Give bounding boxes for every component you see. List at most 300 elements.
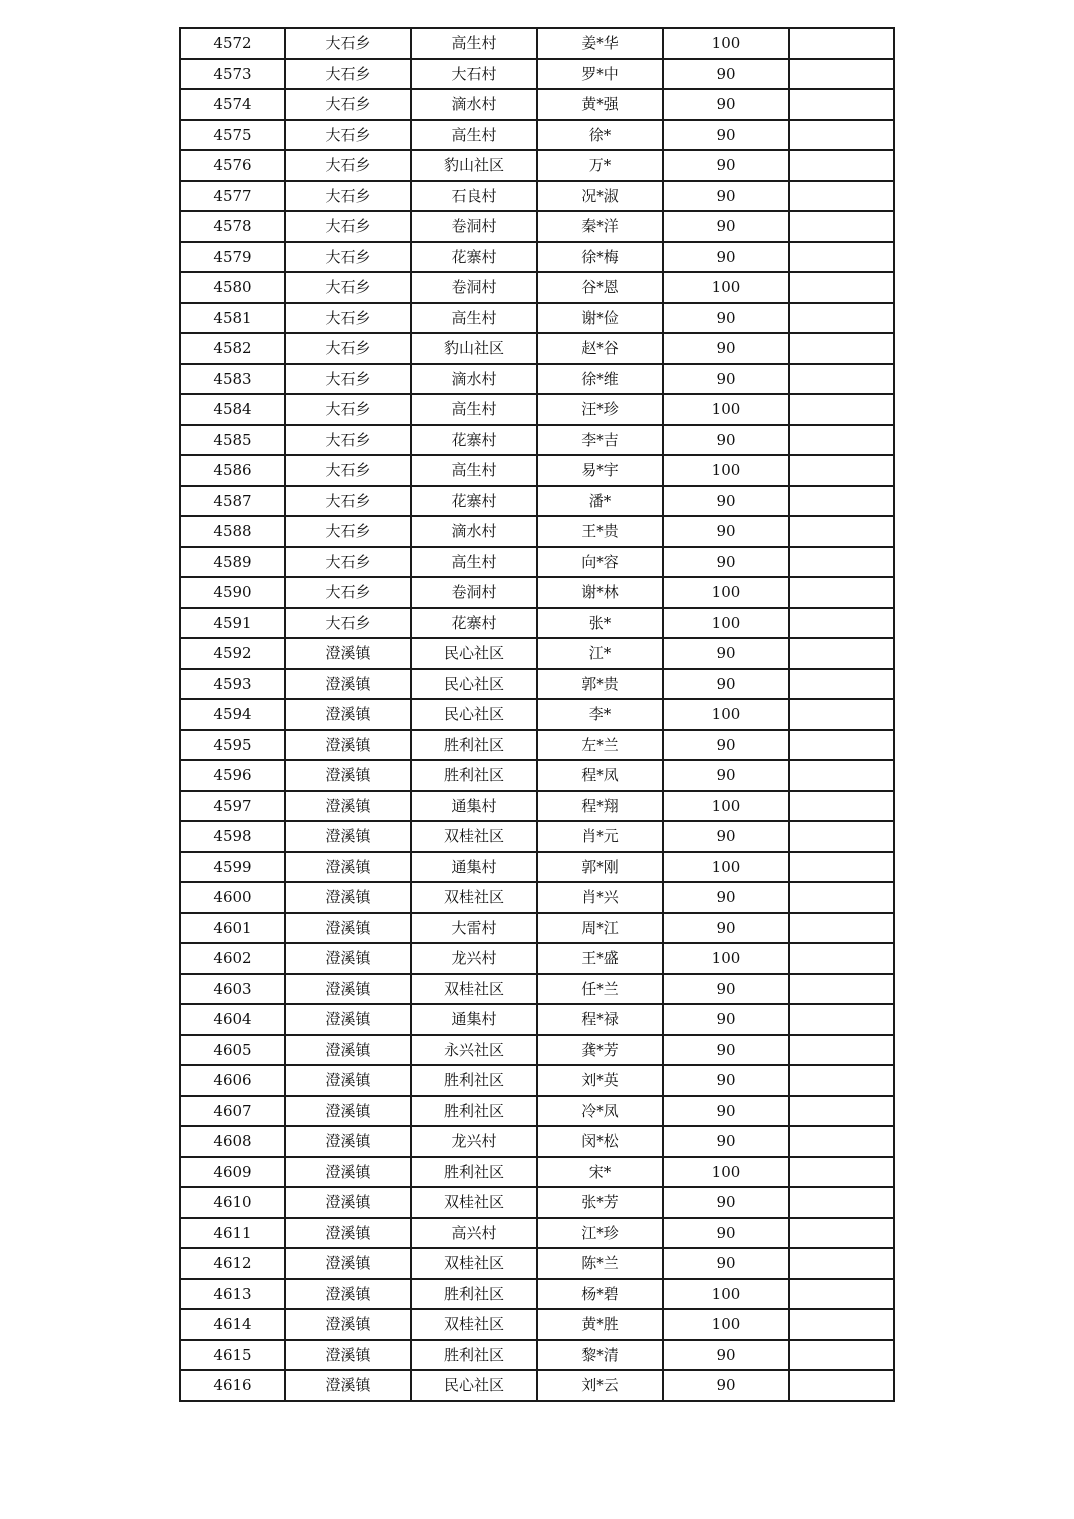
remark-cell bbox=[789, 1309, 894, 1340]
serial-number-cell: 4579 bbox=[180, 242, 285, 273]
township-cell: 大石乡 bbox=[285, 303, 411, 334]
serial-number-cell: 4596 bbox=[180, 760, 285, 791]
remark-cell bbox=[789, 211, 894, 242]
village-cell: 大石村 bbox=[411, 59, 537, 90]
name-cell: 左*兰 bbox=[537, 730, 663, 761]
amount-cell: 90 bbox=[663, 1065, 789, 1096]
village-cell: 高生村 bbox=[411, 547, 537, 578]
remark-cell bbox=[789, 242, 894, 273]
village-cell: 通集村 bbox=[411, 1004, 537, 1035]
name-cell: 郭*贵 bbox=[537, 669, 663, 700]
amount-cell: 90 bbox=[663, 120, 789, 151]
serial-number-cell: 4592 bbox=[180, 638, 285, 669]
township-cell: 澄溪镇 bbox=[285, 1065, 411, 1096]
township-cell: 澄溪镇 bbox=[285, 1035, 411, 1066]
table-row bbox=[180, 455, 894, 486]
table-row bbox=[180, 577, 894, 608]
table-row bbox=[180, 913, 894, 944]
amount-cell: 90 bbox=[663, 1370, 789, 1401]
township-cell: 澄溪镇 bbox=[285, 882, 411, 913]
serial-number-cell: 4581 bbox=[180, 303, 285, 334]
amount-cell: 90 bbox=[663, 882, 789, 913]
table-row bbox=[180, 1035, 894, 1066]
table-row bbox=[180, 1004, 894, 1035]
table-row bbox=[180, 486, 894, 517]
remark-cell bbox=[789, 699, 894, 730]
name-cell: 潘* bbox=[537, 486, 663, 517]
serial-number-cell: 4577 bbox=[180, 181, 285, 212]
name-cell: 黄*胜 bbox=[537, 1309, 663, 1340]
township-cell: 大石乡 bbox=[285, 333, 411, 364]
township-cell: 澄溪镇 bbox=[285, 669, 411, 700]
township-cell: 大石乡 bbox=[285, 364, 411, 395]
name-cell: 谷*恩 bbox=[537, 272, 663, 303]
township-cell: 大石乡 bbox=[285, 181, 411, 212]
township-cell: 大石乡 bbox=[285, 59, 411, 90]
name-cell: 赵*谷 bbox=[537, 333, 663, 364]
name-cell: 宋* bbox=[537, 1157, 663, 1188]
serial-number-cell: 4597 bbox=[180, 791, 285, 822]
township-cell: 澄溪镇 bbox=[285, 974, 411, 1005]
remark-cell bbox=[789, 1218, 894, 1249]
table-row bbox=[180, 1126, 894, 1157]
village-cell: 卷洞村 bbox=[411, 211, 537, 242]
table-row bbox=[180, 1309, 894, 1340]
village-cell: 胜利社区 bbox=[411, 1279, 537, 1310]
amount-cell: 90 bbox=[663, 89, 789, 120]
village-cell: 民心社区 bbox=[411, 638, 537, 669]
serial-number-cell: 4607 bbox=[180, 1096, 285, 1127]
township-cell: 澄溪镇 bbox=[285, 1248, 411, 1279]
remark-cell bbox=[789, 394, 894, 425]
table-row bbox=[180, 699, 894, 730]
village-cell: 胜利社区 bbox=[411, 730, 537, 761]
serial-number-cell: 4613 bbox=[180, 1279, 285, 1310]
village-cell: 高兴村 bbox=[411, 1218, 537, 1249]
village-cell: 胜利社区 bbox=[411, 760, 537, 791]
name-cell: 程*禄 bbox=[537, 1004, 663, 1035]
amount-cell: 100 bbox=[663, 699, 789, 730]
village-cell: 龙兴村 bbox=[411, 1126, 537, 1157]
amount-cell: 90 bbox=[663, 242, 789, 273]
township-cell: 澄溪镇 bbox=[285, 791, 411, 822]
remark-cell bbox=[789, 272, 894, 303]
name-cell: 易*宇 bbox=[537, 455, 663, 486]
amount-cell: 100 bbox=[663, 1279, 789, 1310]
remark-cell bbox=[789, 852, 894, 883]
amount-cell: 90 bbox=[663, 1218, 789, 1249]
remark-cell bbox=[789, 1279, 894, 1310]
remark-cell bbox=[789, 89, 894, 120]
table-row bbox=[180, 821, 894, 852]
amount-cell: 90 bbox=[663, 974, 789, 1005]
village-cell: 胜利社区 bbox=[411, 1157, 537, 1188]
amount-cell: 90 bbox=[663, 760, 789, 791]
table-row bbox=[180, 303, 894, 334]
village-cell: 花寨村 bbox=[411, 608, 537, 639]
township-cell: 大石乡 bbox=[285, 150, 411, 181]
serial-number-cell: 4595 bbox=[180, 730, 285, 761]
serial-number-cell: 4584 bbox=[180, 394, 285, 425]
remark-cell bbox=[789, 150, 894, 181]
village-cell: 高生村 bbox=[411, 394, 537, 425]
township-cell: 澄溪镇 bbox=[285, 1218, 411, 1249]
serial-number-cell: 4594 bbox=[180, 699, 285, 730]
township-cell: 澄溪镇 bbox=[285, 821, 411, 852]
amount-cell: 90 bbox=[663, 364, 789, 395]
table-row bbox=[180, 547, 894, 578]
table-row bbox=[180, 242, 894, 273]
name-cell: 李* bbox=[537, 699, 663, 730]
township-cell: 大石乡 bbox=[285, 608, 411, 639]
township-cell: 大石乡 bbox=[285, 242, 411, 273]
name-cell: 姜*华 bbox=[537, 28, 663, 59]
amount-cell: 90 bbox=[663, 425, 789, 456]
village-cell: 豹山社区 bbox=[411, 333, 537, 364]
name-cell: 杨*碧 bbox=[537, 1279, 663, 1310]
amount-cell: 100 bbox=[663, 577, 789, 608]
village-cell: 卷洞村 bbox=[411, 272, 537, 303]
remark-cell bbox=[789, 1340, 894, 1371]
amount-cell: 90 bbox=[663, 211, 789, 242]
serial-number-cell: 4612 bbox=[180, 1248, 285, 1279]
roster-table bbox=[179, 27, 895, 1402]
name-cell: 黄*强 bbox=[537, 89, 663, 120]
table-row bbox=[180, 120, 894, 151]
serial-number-cell: 4586 bbox=[180, 455, 285, 486]
table-row bbox=[180, 669, 894, 700]
remark-cell bbox=[789, 1065, 894, 1096]
remark-cell bbox=[789, 974, 894, 1005]
remark-cell bbox=[789, 943, 894, 974]
name-cell: 冷*凤 bbox=[537, 1096, 663, 1127]
name-cell: 张*芳 bbox=[537, 1187, 663, 1218]
township-cell: 大石乡 bbox=[285, 425, 411, 456]
amount-cell: 100 bbox=[663, 394, 789, 425]
amount-cell: 100 bbox=[663, 1309, 789, 1340]
amount-cell: 90 bbox=[663, 333, 789, 364]
township-cell: 大石乡 bbox=[285, 486, 411, 517]
serial-number-cell: 4588 bbox=[180, 516, 285, 547]
remark-cell bbox=[789, 760, 894, 791]
name-cell: 肖*元 bbox=[537, 821, 663, 852]
name-cell: 肖*兴 bbox=[537, 882, 663, 913]
township-cell: 大石乡 bbox=[285, 272, 411, 303]
serial-number-cell: 4583 bbox=[180, 364, 285, 395]
name-cell: 李*吉 bbox=[537, 425, 663, 456]
township-cell: 大石乡 bbox=[285, 28, 411, 59]
township-cell: 澄溪镇 bbox=[285, 1004, 411, 1035]
village-cell: 卷洞村 bbox=[411, 577, 537, 608]
village-cell: 民心社区 bbox=[411, 669, 537, 700]
serial-number-cell: 4606 bbox=[180, 1065, 285, 1096]
name-cell: 汪*珍 bbox=[537, 394, 663, 425]
village-cell: 胜利社区 bbox=[411, 1065, 537, 1096]
table-row bbox=[180, 852, 894, 883]
serial-number-cell: 4585 bbox=[180, 425, 285, 456]
township-cell: 大石乡 bbox=[285, 394, 411, 425]
name-cell: 万* bbox=[537, 150, 663, 181]
amount-cell: 100 bbox=[663, 455, 789, 486]
township-cell: 澄溪镇 bbox=[285, 1096, 411, 1127]
village-cell: 双桂社区 bbox=[411, 1187, 537, 1218]
remark-cell bbox=[789, 1248, 894, 1279]
village-cell: 花寨村 bbox=[411, 425, 537, 456]
village-cell: 豹山社区 bbox=[411, 150, 537, 181]
table-row bbox=[180, 211, 894, 242]
table-row bbox=[180, 760, 894, 791]
name-cell: 江*珍 bbox=[537, 1218, 663, 1249]
name-cell: 向*容 bbox=[537, 547, 663, 578]
name-cell: 陈*兰 bbox=[537, 1248, 663, 1279]
village-cell: 胜利社区 bbox=[411, 1096, 537, 1127]
name-cell: 徐*维 bbox=[537, 364, 663, 395]
amount-cell: 90 bbox=[663, 181, 789, 212]
name-cell: 郭*刚 bbox=[537, 852, 663, 883]
township-cell: 澄溪镇 bbox=[285, 730, 411, 761]
township-cell: 澄溪镇 bbox=[285, 852, 411, 883]
remark-cell bbox=[789, 577, 894, 608]
table-row bbox=[180, 638, 894, 669]
village-cell: 滴水村 bbox=[411, 516, 537, 547]
table-row bbox=[180, 333, 894, 364]
remark-cell bbox=[789, 547, 894, 578]
village-cell: 滴水村 bbox=[411, 364, 537, 395]
serial-number-cell: 4576 bbox=[180, 150, 285, 181]
amount-cell: 100 bbox=[663, 28, 789, 59]
name-cell: 谢*俭 bbox=[537, 303, 663, 334]
village-cell: 胜利社区 bbox=[411, 1340, 537, 1371]
table-row bbox=[180, 425, 894, 456]
township-cell: 大石乡 bbox=[285, 89, 411, 120]
name-cell: 罗*中 bbox=[537, 59, 663, 90]
remark-cell bbox=[789, 669, 894, 700]
amount-cell: 90 bbox=[663, 1248, 789, 1279]
table-row bbox=[180, 1340, 894, 1371]
village-cell: 通集村 bbox=[411, 852, 537, 883]
village-cell: 双桂社区 bbox=[411, 1248, 537, 1279]
remark-cell bbox=[789, 1035, 894, 1066]
table-row bbox=[180, 730, 894, 761]
name-cell: 谢*林 bbox=[537, 577, 663, 608]
serial-number-cell: 4575 bbox=[180, 120, 285, 151]
table-row bbox=[180, 1218, 894, 1249]
serial-number-cell: 4614 bbox=[180, 1309, 285, 1340]
township-cell: 大石乡 bbox=[285, 516, 411, 547]
table-row bbox=[180, 943, 894, 974]
serial-number-cell: 4582 bbox=[180, 333, 285, 364]
remark-cell bbox=[789, 364, 894, 395]
village-cell: 高生村 bbox=[411, 303, 537, 334]
name-cell: 王*贵 bbox=[537, 516, 663, 547]
amount-cell: 100 bbox=[663, 1157, 789, 1188]
serial-number-cell: 4615 bbox=[180, 1340, 285, 1371]
amount-cell: 90 bbox=[663, 821, 789, 852]
table-row bbox=[180, 1187, 894, 1218]
serial-number-cell: 4604 bbox=[180, 1004, 285, 1035]
township-cell: 大石乡 bbox=[285, 577, 411, 608]
remark-cell bbox=[789, 1004, 894, 1035]
serial-number-cell: 4589 bbox=[180, 547, 285, 578]
amount-cell: 90 bbox=[663, 1126, 789, 1157]
village-cell: 高生村 bbox=[411, 120, 537, 151]
serial-number-cell: 4593 bbox=[180, 669, 285, 700]
serial-number-cell: 4603 bbox=[180, 974, 285, 1005]
village-cell: 石良村 bbox=[411, 181, 537, 212]
amount-cell: 100 bbox=[663, 852, 789, 883]
name-cell: 徐* bbox=[537, 120, 663, 151]
amount-cell: 90 bbox=[663, 913, 789, 944]
township-cell: 澄溪镇 bbox=[285, 1279, 411, 1310]
table-row bbox=[180, 364, 894, 395]
remark-cell bbox=[789, 181, 894, 212]
remark-cell bbox=[789, 882, 894, 913]
township-cell: 澄溪镇 bbox=[285, 1126, 411, 1157]
table-row bbox=[180, 181, 894, 212]
village-cell: 花寨村 bbox=[411, 486, 537, 517]
remark-cell bbox=[789, 120, 894, 151]
table-row bbox=[180, 882, 894, 913]
amount-cell: 90 bbox=[663, 516, 789, 547]
name-cell: 张* bbox=[537, 608, 663, 639]
serial-number-cell: 4587 bbox=[180, 486, 285, 517]
table-row bbox=[180, 1248, 894, 1279]
serial-number-cell: 4608 bbox=[180, 1126, 285, 1157]
village-cell: 民心社区 bbox=[411, 699, 537, 730]
amount-cell: 90 bbox=[663, 1340, 789, 1371]
township-cell: 澄溪镇 bbox=[285, 943, 411, 974]
roster-body bbox=[180, 28, 894, 1401]
remark-cell bbox=[789, 730, 894, 761]
serial-number-cell: 4574 bbox=[180, 89, 285, 120]
name-cell: 况*淑 bbox=[537, 181, 663, 212]
township-cell: 大石乡 bbox=[285, 455, 411, 486]
village-cell: 双桂社区 bbox=[411, 1309, 537, 1340]
serial-number-cell: 4616 bbox=[180, 1370, 285, 1401]
name-cell: 程*翔 bbox=[537, 791, 663, 822]
table-row bbox=[180, 150, 894, 181]
township-cell: 澄溪镇 bbox=[285, 760, 411, 791]
name-cell: 任*兰 bbox=[537, 974, 663, 1005]
serial-number-cell: 4610 bbox=[180, 1187, 285, 1218]
table-row bbox=[180, 394, 894, 425]
amount-cell: 90 bbox=[663, 547, 789, 578]
table-row bbox=[180, 516, 894, 547]
amount-cell: 90 bbox=[663, 1096, 789, 1127]
village-cell: 花寨村 bbox=[411, 242, 537, 273]
remark-cell bbox=[789, 821, 894, 852]
township-cell: 澄溪镇 bbox=[285, 1309, 411, 1340]
table-row bbox=[180, 272, 894, 303]
remark-cell bbox=[789, 1187, 894, 1218]
township-cell: 澄溪镇 bbox=[285, 913, 411, 944]
township-cell: 大石乡 bbox=[285, 547, 411, 578]
remark-cell bbox=[789, 516, 894, 547]
amount-cell: 100 bbox=[663, 943, 789, 974]
remark-cell bbox=[789, 1157, 894, 1188]
township-cell: 澄溪镇 bbox=[285, 1370, 411, 1401]
remark-cell bbox=[789, 486, 894, 517]
name-cell: 周*江 bbox=[537, 913, 663, 944]
name-cell: 江* bbox=[537, 638, 663, 669]
remark-cell bbox=[789, 1370, 894, 1401]
serial-number-cell: 4602 bbox=[180, 943, 285, 974]
village-cell: 双桂社区 bbox=[411, 882, 537, 913]
remark-cell bbox=[789, 333, 894, 364]
remark-cell bbox=[789, 608, 894, 639]
remark-cell bbox=[789, 303, 894, 334]
remark-cell bbox=[789, 1126, 894, 1157]
village-cell: 双桂社区 bbox=[411, 974, 537, 1005]
name-cell: 刘*云 bbox=[537, 1370, 663, 1401]
township-cell: 大石乡 bbox=[285, 211, 411, 242]
serial-number-cell: 4600 bbox=[180, 882, 285, 913]
name-cell: 刘*英 bbox=[537, 1065, 663, 1096]
table-row bbox=[180, 1370, 894, 1401]
amount-cell: 90 bbox=[663, 669, 789, 700]
remark-cell bbox=[789, 913, 894, 944]
village-cell: 龙兴村 bbox=[411, 943, 537, 974]
village-cell: 通集村 bbox=[411, 791, 537, 822]
village-cell: 民心社区 bbox=[411, 1370, 537, 1401]
serial-number-cell: 4609 bbox=[180, 1157, 285, 1188]
remark-cell bbox=[789, 455, 894, 486]
serial-number-cell: 4611 bbox=[180, 1218, 285, 1249]
township-cell: 澄溪镇 bbox=[285, 638, 411, 669]
remark-cell bbox=[789, 425, 894, 456]
township-cell: 澄溪镇 bbox=[285, 1340, 411, 1371]
serial-number-cell: 4605 bbox=[180, 1035, 285, 1066]
amount-cell: 90 bbox=[663, 730, 789, 761]
amount-cell: 100 bbox=[663, 608, 789, 639]
township-cell: 澄溪镇 bbox=[285, 699, 411, 730]
amount-cell: 100 bbox=[663, 791, 789, 822]
remark-cell bbox=[789, 59, 894, 90]
remark-cell bbox=[789, 28, 894, 59]
name-cell: 程*凤 bbox=[537, 760, 663, 791]
serial-number-cell: 4572 bbox=[180, 28, 285, 59]
township-cell: 大石乡 bbox=[285, 120, 411, 151]
name-cell: 秦*洋 bbox=[537, 211, 663, 242]
table-row bbox=[180, 1065, 894, 1096]
remark-cell bbox=[789, 1096, 894, 1127]
serial-number-cell: 4591 bbox=[180, 608, 285, 639]
township-cell: 澄溪镇 bbox=[285, 1187, 411, 1218]
name-cell: 闵*松 bbox=[537, 1126, 663, 1157]
amount-cell: 90 bbox=[663, 638, 789, 669]
name-cell: 王*盛 bbox=[537, 943, 663, 974]
amount-cell: 90 bbox=[663, 59, 789, 90]
serial-number-cell: 4578 bbox=[180, 211, 285, 242]
serial-number-cell: 4590 bbox=[180, 577, 285, 608]
name-cell: 黎*清 bbox=[537, 1340, 663, 1371]
table-row bbox=[180, 59, 894, 90]
village-cell: 高生村 bbox=[411, 455, 537, 486]
table-row bbox=[180, 1157, 894, 1188]
name-cell: 龚*芳 bbox=[537, 1035, 663, 1066]
amount-cell: 100 bbox=[663, 272, 789, 303]
table-row bbox=[180, 1279, 894, 1310]
amount-cell: 90 bbox=[663, 303, 789, 334]
table-row bbox=[180, 974, 894, 1005]
village-cell: 大雷村 bbox=[411, 913, 537, 944]
serial-number-cell: 4580 bbox=[180, 272, 285, 303]
table-row bbox=[180, 28, 894, 59]
table-row bbox=[180, 791, 894, 822]
remark-cell bbox=[789, 638, 894, 669]
village-cell: 永兴社区 bbox=[411, 1035, 537, 1066]
amount-cell: 90 bbox=[663, 1004, 789, 1035]
